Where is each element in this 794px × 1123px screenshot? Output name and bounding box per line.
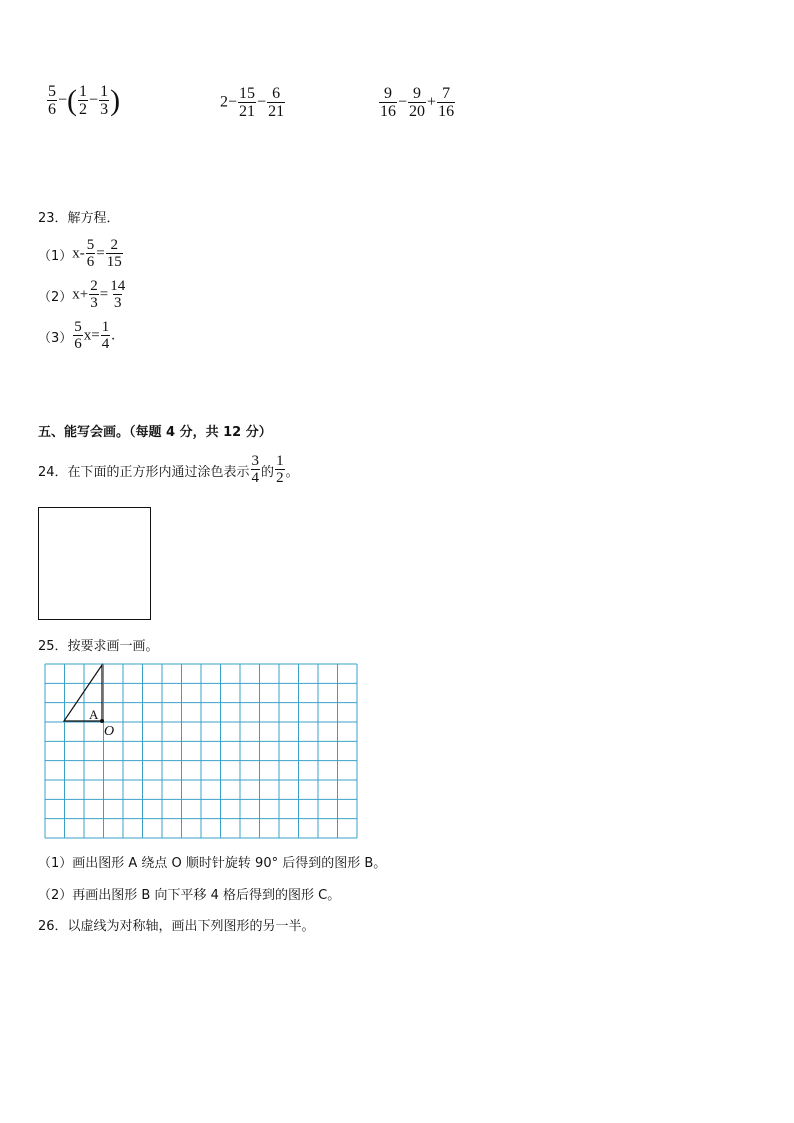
- question-24: 24．在下面的正方形内通过涂色表示 $\frac{3}{4}$ 的 $\frac{1}{2}$ 。: [38, 453, 299, 486]
- fraction: $\frac{15}{21}$: [239, 85, 256, 120]
- fraction: $\frac{9}{20}$: [409, 85, 426, 120]
- fraction: $\frac{9}{16}$: [380, 85, 396, 120]
- label-o: O: [104, 724, 115, 739]
- equation-3: （3） $\frac{5}{6}$ x= $\frac{1}{4}$ .: [38, 319, 115, 352]
- fraction: $\frac{2}{3}$: [90, 278, 98, 311]
- fraction: $\frac{3}{4}$: [251, 453, 260, 486]
- expression-2: 2− $\frac{15}{21}$ − $\frac{6}{21}$: [220, 85, 285, 120]
- right-paren: ): [110, 84, 121, 117]
- drawing-square[interactable]: [38, 507, 151, 620]
- fraction: $\frac{7}{16}$: [438, 85, 455, 120]
- question-25-title: 25．按要求画一画。: [38, 639, 159, 654]
- fraction: $\frac{5}{6}$: [86, 237, 95, 270]
- question-23-title: 23．解方程．: [38, 211, 120, 226]
- grid-lines: [45, 664, 357, 838]
- section-5-title: 五、能写会画。（每题 4 分，共 12 分）: [38, 425, 272, 440]
- expression-3: $\frac{9}{16}$ − $\frac{9}{20}$ + $\frac{7}{16}$: [380, 85, 455, 120]
- point-o: [100, 719, 104, 723]
- equation-1: （1） x- $\frac{5}{6}$ = $\frac{2}{15}$: [38, 237, 122, 270]
- question-25-sub1: （1）画出图形 A 绕点 O 顺时针旋转 90° 后得到的图形 B。: [38, 856, 387, 871]
- fraction: $\frac{5}{6}$: [48, 83, 56, 118]
- equation-2: （2） x+ $\frac{2}{3}$ = $\frac{14}{3}$: [38, 278, 126, 311]
- fraction: $\frac{1}{4}$: [101, 319, 110, 352]
- left-paren: (: [67, 84, 78, 117]
- question-26-title: 26．以虚线为对称轴，画出下列图形的另一半。: [38, 919, 315, 934]
- fraction: $\frac{1}{2}$: [79, 83, 88, 118]
- fraction: $\frac{1}{2}$: [276, 453, 284, 486]
- label-a: A: [89, 707, 99, 722]
- fraction: $\frac{5}{6}$: [74, 319, 82, 352]
- question-25-sub2: （2）再画出图形 B 向下平移 4 格后得到的图形 C。: [38, 888, 341, 903]
- fraction: $\frac{14}{3}$: [110, 278, 126, 311]
- fraction: $\frac{6}{21}$: [268, 85, 285, 120]
- fraction: $\frac{2}{15}$: [106, 237, 122, 270]
- expression-1: $\frac{5}{6}$ −( $\frac{1}{2}$ − $\frac{1}{3}$ ): [48, 83, 121, 118]
- grid-figure[interactable]: [44, 663, 358, 839]
- fraction: $\frac{1}{3}$: [100, 83, 109, 118]
